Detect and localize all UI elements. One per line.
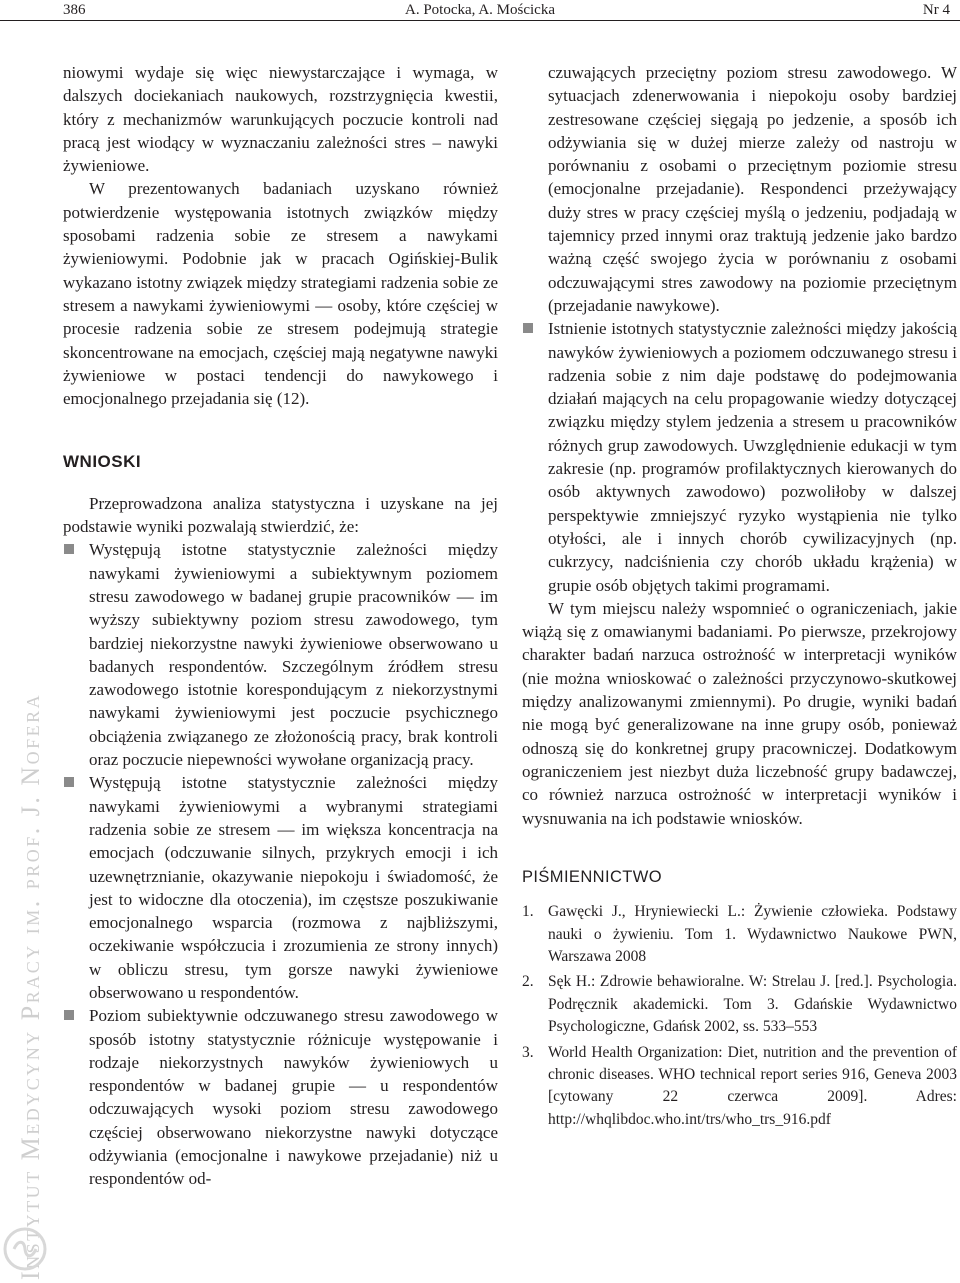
references-list (522, 901, 957, 1131)
conclusions-list-continued (522, 61, 957, 597)
paragraph-limitations: W tym miejscu należy wspomnieć o ograniczeniach, jakie wiążą się z omawianymi badaniami. Po pierwsze, przekrojowy charakter badań narzuca ostrożność w interpretacji wyników (nie można wnioskować o zależności przyczynowo-skutkowej między analizowanymi zmiennymi). Po drugie, wyniki badań nie mogą być generalizowane na inne grupy osób, ponieważ odnoszą się do konkretnej grupy pracowniczej. Dodatkowym ograniczeniem jest niezbyt duża liczebność grupy badawczej, co również narzuca ostrożność w interpretacji wyników i wysnuwania na ich podstawie wniosków. (522, 598, 957, 828)
square-bullet-icon (64, 777, 74, 787)
list-item-text: Występują istotne statystycznie zależności między nawykami żywieniowymi a wybranymi strategiami radzenia sobie ze stresem — im większa koncentracja na emocjach (odczuwanie silnych, przykrych emocji i ich uzewnętrznianie, okazywanie niepokoju i świadomość, że jest to widoczne dla otoczenia), im częstsze poszukiwanie emocjonalnego wsparcia (rozmowa z najbliższymi, oczekiwanie współczucia i zrozumienia ze strony innych) w obliczu stresu, tym gorsze nawyki żywieniowe obserwowano u respondentów. (89, 773, 498, 1002)
reference-number: 2. (522, 973, 534, 991)
right-column (522, 61, 957, 1134)
list-item (63, 538, 498, 771)
list-item-text: Istnienie istotnych statystycznie zależności między jakością nawyków żywieniowych a poziomem odczuwanego stresu i radzenia sobie z nim daje podstawę do podejmowania działań mających na celu propagowanie wiedzy dotyczącej związku między stylem jedzenia a stresem u pracowników różnych grup zawodowych. Uwzględnienie edukacji w tym zakresie (np. programów profilaktycznych kierowanych do osób aktywnych zawodowo) pozwoliłoby w dalszej perspektywie zmniejszyć ryzyko wystąpienia nie tylko otyłości, ale i innych chorób cywilizacyjnych (np. cukrzycy, nadciśnienia czy chorób układu krążenia) w grupie osób objętych takimi programami. (548, 319, 957, 595)
list-item (63, 1004, 498, 1190)
reference-text: World Health Organization: Diet, nutrition and the prevention of chronic diseases. WHO technical report series 916, Geneva 2003 [cytowany 22 czerwca 2009]. Adres: http://whqlibdoc.who.int/trs/who_trs_916.pdf (548, 1043, 957, 1128)
paragraph: niowymi wydaje się więc niewystarczające i wymaga, w dalszych dociekaniach naukowych, rozstrzygnięcia kwestii, który z mechanizmów warunkujących poczucie kontroli nad pracą jest wiodący w wyznaczaniu zależności stres – nawyki żywieniowe. (63, 63, 498, 176)
reference-number: 1. (522, 903, 534, 921)
institute-logo-icon (2, 1226, 48, 1272)
page-number: 386 (63, 2, 86, 18)
running-header (0, 0, 960, 22)
square-bullet-icon (64, 1010, 74, 1020)
running-authors: A. Potocka, A. Mościcka (405, 2, 555, 18)
section-heading-references: PIŚMIENNICTWO (522, 867, 662, 886)
reference-text: Sęk H.: Zdrowie behawioralne. W: Strelau J. [red.]. Psychologia. Podręcznik akademicki. Tom 3. Gdańskie Wydawnictwo Psychologiczne, Gdańsk 2002, ss. 533–553 (548, 973, 957, 1036)
left-column (63, 61, 498, 1191)
paragraph: W prezentowanych badaniach uzyskano również potwierdzenie występowania istotnych związków między sposobami radzenia sobie ze stresem a nawykami żywieniowymi. Podobnie jak w pracach Ogińskiej-Bulik wykazano istotny związek między strategiami radzenia sobie ze stresem a nawykami żywieniowymi — osoby, które częściej w procesie radzenia sobie ze stresem podejmują strategie skoncentrowane na emocjach, częściej mają negatywne nawyki żywieniowe w postaci tendencji do nawykowego i emocjonalnego przejadania się (12). (63, 179, 498, 409)
header-rule (0, 20, 960, 21)
reference-item (522, 901, 957, 968)
reference-text: Gawęcki J., Hryniewiecki L.: Żywienie człowieka. Podstawy nauki o żywieniu. Tom 1. Wydawnictwo Naukowe PWN, Warszawa 2008 (548, 903, 957, 965)
list-item-text: Poziom subiektywnie odczuwanego stresu zawodowego w sposób istotny statystycznie różnicuje występowanie i rodzaje niekorzystnych nawyków żywieniowych u respondentów w badanej grupie — u respondentów odczuwających wysoki poziom stresu zawodowego częściej obserwowano niekorzystne nawyki dotyczące odżywiania (emocjonalne i nawykowe przejadanie) niż u respondentów od- (89, 1006, 498, 1189)
list-item-text: czuwających przeciętny poziom stresu zawodowego. W sytuacjach zdenerwowania i niepokoju osoby bardziej zestresowane częściej sięgają po jedzenie, a sposób ich odżywiania się w dużej mierze zależy od nastroju w porównaniu z osobami o przeciętnym poziomie stresu (emocjonalne przejadanie). Respondenci przeżywający duży stres w pracy częściej myślą o jedzeniu, podjadają w tajemnicy przed innymi oraz traktują jedzenie jako bardzo ważną część swojego życia w porównaniu z osobami odczuwającymi stres zawodowy na poziomie przeciętnym (przejadanie nawykowe). (548, 63, 957, 315)
conclusions-list (63, 538, 498, 1190)
reference-item (522, 971, 957, 1038)
list-item (63, 771, 498, 1004)
conclusions-intro: Przeprowadzona analiza statystyczna i uzyskane na jej podstawie wyniki pozwalają stwierdzić, że: (63, 493, 498, 537)
list-item-continuation (522, 61, 957, 317)
section-heading-conclusions: WNIOSKI (63, 452, 142, 472)
square-bullet-icon (523, 323, 533, 333)
reference-number: 3. (522, 1043, 534, 1061)
square-bullet-icon (64, 544, 74, 554)
publisher-watermark: Instytut Medycyny Pracy im. prof. J. Nofera (16, 692, 45, 1280)
list-item-text: Występują istotne statystycznie zależności między nawykami żywieniowymi a subiektywnym poziomem stresu zawodowego w badanej grupie pracowników — im wyższy subiektywny poziom stresu zawodowego, tym bardziej niekorzystne nawyki żywieniowe obserwowano u badanych respondentów. Szczególnym źródłem stresu zawodowego istotnie korespondującym z niekorzystnymi nawykami żywieniowymi jest poczucie psychicznego obciążenia związanego ze złożonością pracy, brak kontroli oraz poczucie niepewności wywołane organizacją pracy. (89, 540, 498, 770)
reference-item (522, 1042, 957, 1132)
list-item (522, 317, 957, 597)
journal-issue: Nr 4 (922, 2, 950, 18)
